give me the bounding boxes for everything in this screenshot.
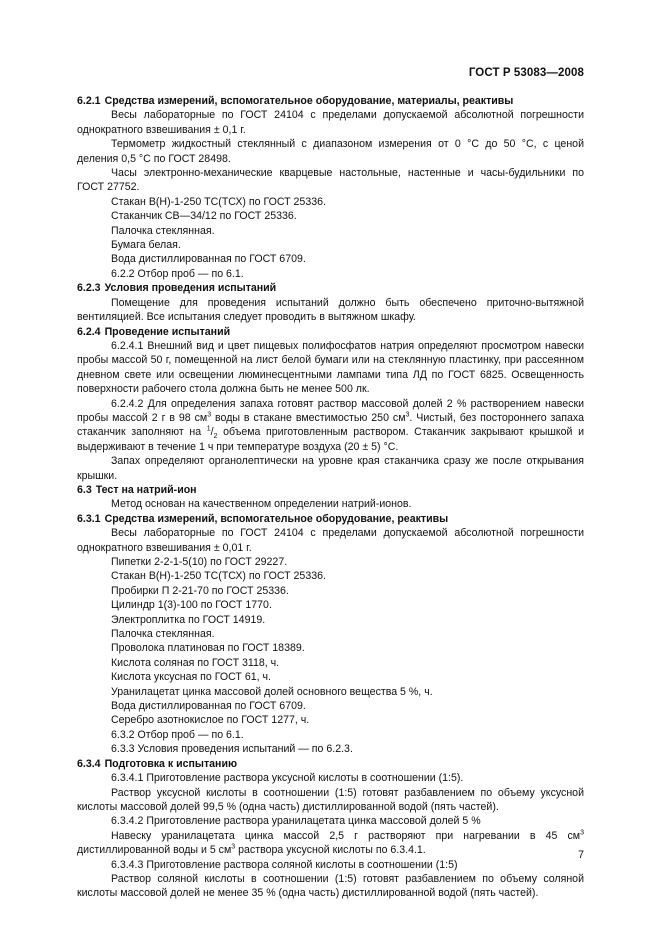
section-title: Подготовка к испытанию — [104, 757, 238, 770]
paragraph: Стакан В(Н)-1-250 ТС(ТСХ) по ГОСТ 25336. — [111, 195, 326, 208]
paragraph: Палочка стеклянная. — [111, 628, 215, 641]
superscript: 3 — [231, 843, 236, 851]
section-heading — [77, 94, 584, 108]
fraction-numerator: 1 — [206, 425, 211, 433]
section-heading — [77, 757, 584, 771]
paragraph: Помещение для проведения испытаний должно быть обеспечено приточно-вытяжной вентиляцией. Все испытания следует проводить в вытяжном шкафу. — [77, 296, 584, 324]
paragraph: Кислота соляная по ГОСТ 3118, ч. — [111, 656, 280, 669]
paragraph: 6.3.2 Отбор проб — по 6.1. — [111, 728, 244, 741]
paragraph: Весы лабораторные по ГОСТ 24104 с пределами допускаемой абсолютной погрешности однократного взвешивания ± 0,01 г. — [77, 527, 584, 554]
paragraph: 6.3.3 Условия проведения испытаний — по 6.2.3. — [111, 743, 353, 756]
paragraph: Уранилацетат цинка массовой долей основного вещества 5 %, ч. — [111, 685, 433, 698]
paragraph: 6.2.4.1 Внешний вид и цвет пищевых полифосфатов натрия определяют просмотром навески пробы массой 50 г, помещенной на лист белой бумаги или на стеклянную пластинку, при рассеянном дневном свете или освещении люминесцентными лампами типа ЛД по ГОСТ 6825. Освещенность поверхности рабочего стола должна быть не менее 500 лк. — [77, 339, 584, 396]
paragraph: 6.3.4.3 Приготовление раствора соляной кислоты в соотношении (1:5) — [111, 858, 458, 871]
paragraph: Метод основан на качественном определении натрий-ионов. — [111, 498, 412, 511]
paragraph: Стакан В(Н)-1-250 ТС(ТСХ) по ГОСТ 25336. — [111, 570, 326, 583]
paragraph-text: воды в стакане вместимостью 250 см — [211, 411, 406, 424]
section-number: 6.2.1 — [77, 95, 101, 107]
paragraph-text: раствора уксусной кислоты по 6.3.4.1. — [235, 844, 426, 857]
paragraph-text: 6.2.4.2 Для определения запаха готовят раствор массовой долей 2 % растворением навески пробы массой 2 г в 98 см — [77, 397, 584, 424]
paragraph — [77, 397, 584, 455]
paragraph: Весы лабораторные по ГОСТ 24104 с пределами допускаемой абсолютной погрешности однократного взвешивания ± 0,1 г. — [77, 109, 584, 136]
paragraph: Кислота уксусная по ГОСТ 61, ч. — [111, 671, 271, 684]
paragraph-text: дистиллированной воды и 5 см — [77, 844, 232, 857]
paragraph: Серебро азотнокислое по ГОСТ 1277, ч. — [111, 714, 310, 727]
page-number: 7 — [578, 849, 584, 861]
section-heading — [77, 325, 584, 339]
paragraph: Раствор соляной кислоты в соотношении (1:5) готовят разбавлением по объему соляной кислоты массовой долей не менее 35 % (одна часть) дистиллированной водой (пять частей). — [77, 872, 584, 900]
paragraph — [77, 829, 584, 858]
paragraph: Палочка стеклянная. — [111, 224, 215, 237]
paragraph: Бумага белая. — [111, 239, 181, 252]
section-title: Средства измерений, вспомогательное оборудование, материалы, реактивы — [104, 95, 514, 107]
superscript: 3 — [207, 411, 212, 419]
standard-header: ГОСТ Р 53083—2008 — [468, 67, 584, 79]
paragraph: 6.3.4.2 Приготовление раствора уранилацетата цинка массовой долей 5 % — [111, 815, 481, 828]
paragraph: Пипетки 2-2-1-5(10) по ГОСТ 29227. — [111, 556, 288, 568]
paragraph-text: объема приготовленным раствором. Стаканчик закрывают крышкой и выдерживают в течение 1 ч при температуре воздуха (20 ± 5) °С. — [77, 426, 584, 453]
paragraph: Цилиндр 1(3)-100 по ГОСТ 1770. — [111, 599, 272, 612]
paragraph: Запах определяют органолептически на уровне края стаканчика сразу же после открывания крышки. — [77, 455, 584, 482]
paragraph: 6.3.4.1 Приготовление раствора уксусной кислоты в соотношении (1:5). — [111, 772, 464, 785]
fraction-denominator: 2 — [213, 433, 218, 441]
paragraph: Вода дистиллированная по ГОСТ 6709. — [111, 253, 306, 266]
section-heading — [77, 281, 584, 295]
paragraph-text: . Чистый, без постороннего запаха стаканчик заполняют на — [77, 411, 584, 439]
paragraph: Проволока платиновая по ГОСТ 18389. — [111, 642, 305, 655]
section-number: 6.2.3 — [77, 282, 101, 295]
section-title: Тест на натрий-ион — [95, 483, 197, 496]
superscript: 3 — [580, 829, 584, 837]
document-body — [77, 94, 584, 901]
paragraph: Электроплитка по ГОСТ 14919. — [111, 613, 266, 626]
section-number: 6.2.4 — [77, 325, 101, 338]
paragraph: Термометр жидкостный стеклянный с диапазоном измерения от 0 °С до 50 °С, с ценой деления 0,5 °С по ГОСТ 28498. — [77, 138, 584, 165]
section-title: Проведение испытаний — [104, 325, 231, 338]
section-heading — [77, 512, 584, 526]
fraction-slash: / — [210, 426, 214, 439]
paragraph: 6.2.2 Отбор проб — по 6.1. — [111, 267, 244, 280]
superscript: 3 — [405, 411, 410, 419]
paragraph-text: Навеску уранилацетата цинка массой 2,5 г растворяют при нагревании в 45 см — [111, 829, 581, 842]
section-title: Средства измерений, вспомогательное оборудование, реактивы — [104, 512, 449, 525]
paragraph: Вода дистиллированная по ГОСТ 6709. — [111, 700, 306, 713]
fraction — [206, 425, 218, 441]
paragraph: Пробирки П 2-21-70 по ГОСТ 25336. — [111, 584, 289, 597]
section-heading — [77, 483, 584, 497]
paragraph: Раствор уксусной кислоты в соотношении (1:5) готовят разбавлением по объему уксусной кислоты массовой долей 99,5 % (одна часть) дистиллированной водой (пять частей). — [77, 786, 584, 813]
section-number: 6.3.1 — [77, 512, 101, 525]
section-number: 6.3.4 — [77, 757, 101, 770]
section-number: 6.3 — [77, 483, 92, 496]
paragraph: Часы электронно-механические кварцевые настольные, настенные и часы-будильники по ГОСТ 27752. — [77, 167, 584, 194]
section-title: Условия проведения испытаний — [104, 282, 277, 295]
paragraph: Стаканчик СВ—34/12 по ГОСТ 25336. — [111, 210, 297, 223]
